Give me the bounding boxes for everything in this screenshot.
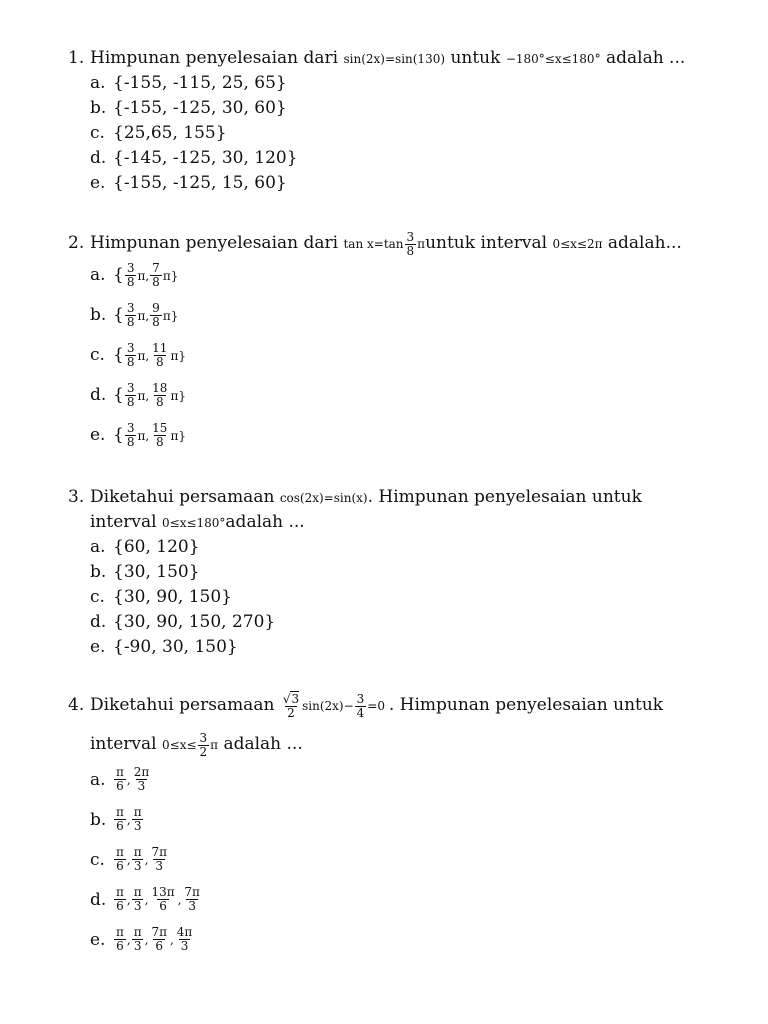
denominator: 8 (126, 315, 135, 329)
option (90, 146, 298, 170)
comma: , (126, 812, 131, 827)
math-expression: cos(2x)=sin(x) (279, 491, 368, 505)
math-text: tan x=tan (343, 237, 404, 251)
comma: , (169, 932, 174, 947)
fraction (150, 302, 162, 329)
option (90, 422, 186, 449)
math-text: 0≤x≤ (162, 738, 197, 752)
math-text: π, (137, 429, 150, 443)
question-stem (68, 689, 663, 722)
denominator: 8 (126, 435, 135, 449)
denominator: 3 (180, 939, 189, 953)
option-text: {60, 120} (113, 537, 200, 557)
option (90, 262, 178, 289)
option-text: {30, 90, 150} (113, 587, 232, 607)
option (90, 171, 287, 195)
math-text: π (210, 738, 219, 752)
option-label: c. (90, 849, 105, 870)
denominator: 3 (133, 939, 142, 953)
option (90, 560, 200, 584)
option (90, 635, 238, 659)
option (90, 535, 200, 559)
fraction (114, 846, 126, 873)
math-text: π} (170, 389, 186, 403)
option (90, 382, 186, 409)
fraction (125, 262, 137, 289)
math-expression (280, 692, 389, 720)
denominator: 8 (155, 395, 164, 409)
option-label: a. (90, 73, 106, 93)
math-text: π, (137, 389, 150, 403)
numerator: 3 (199, 731, 208, 745)
math-text: π} (162, 309, 179, 323)
denominator: 6 (116, 859, 124, 873)
question-number: 2. (68, 233, 85, 253)
option (90, 342, 186, 369)
option-text: {-90, 30, 150} (113, 637, 238, 657)
option-text: {-145, -125, 30, 120} (113, 148, 298, 168)
comma: , (144, 932, 149, 947)
denominator: 8 (406, 244, 415, 258)
comma: , (126, 892, 131, 907)
math-interval: −180°≤x≤180° (505, 52, 601, 66)
option-label: e. (90, 173, 106, 193)
numerator: 3 (126, 421, 135, 435)
option-label: e. (90, 637, 106, 657)
option-label: b. (90, 305, 107, 325)
math-text: π, (137, 309, 150, 323)
numerator: 3 (126, 381, 135, 395)
denominator: 3 (133, 819, 142, 833)
math-text: π} (162, 269, 179, 283)
brace: { (113, 305, 124, 325)
fraction (405, 231, 417, 258)
numerator: π (116, 885, 124, 899)
option-label: d. (90, 612, 107, 632)
comma: , (144, 892, 149, 907)
math-text: π} (170, 349, 186, 363)
fraction (125, 422, 137, 449)
fraction (281, 693, 301, 720)
fraction (125, 302, 137, 329)
option-label: d. (90, 385, 107, 405)
fraction (149, 846, 169, 873)
brace: { (113, 385, 124, 405)
fraction (150, 422, 169, 449)
numerator: π (116, 765, 124, 779)
fraction (132, 886, 144, 913)
denominator: 3 (188, 899, 196, 913)
option-text: {30, 150} (113, 562, 200, 582)
option (90, 71, 287, 95)
question-stem (68, 485, 642, 510)
numerator: 15 (152, 421, 168, 435)
denominator: 8 (155, 355, 164, 369)
brace: { (113, 265, 124, 285)
numerator: 3 (356, 692, 365, 706)
radicand: 3 (291, 692, 300, 706)
option (90, 585, 232, 609)
comma: , (126, 932, 131, 947)
math-interval: 0≤x≤180° (162, 516, 226, 530)
comma: , (126, 772, 131, 787)
numerator: 4π (176, 925, 193, 939)
fraction (132, 806, 144, 833)
question-number: 1. (68, 48, 85, 68)
fraction (125, 382, 137, 409)
numerator: π (133, 845, 142, 859)
denominator: 8 (152, 275, 160, 289)
fraction (150, 262, 162, 289)
option-label: a. (90, 769, 106, 790)
math-expression: sin(2x)=sin(130) (343, 52, 446, 66)
option (90, 96, 287, 120)
denominator: 6 (116, 779, 124, 793)
brace: { (113, 345, 124, 365)
numerator: π (116, 805, 124, 819)
option (90, 806, 145, 833)
denominator: 8 (126, 395, 135, 409)
numerator: π (133, 885, 142, 899)
option-text: {30, 90, 150, 270} (113, 612, 276, 632)
question-stem-line2 (90, 510, 305, 535)
fraction (114, 766, 126, 793)
option-label: d. (90, 889, 107, 910)
stem-text: adalah ... (225, 512, 305, 532)
fraction (150, 382, 169, 409)
option-label: d. (90, 148, 107, 168)
option-text: {-155, -125, 15, 60} (113, 173, 287, 193)
fraction (132, 766, 152, 793)
question-stem (68, 46, 685, 71)
fraction (149, 926, 169, 953)
denominator: 3 (137, 779, 146, 793)
numerator: π (116, 845, 124, 859)
denominator: 8 (155, 435, 164, 449)
option-label: c. (90, 123, 105, 143)
stem-text: untuk (450, 48, 501, 68)
stem-text: . Himpunan penyelesaian untuk (388, 695, 664, 715)
stem-text: adalah ... (605, 48, 686, 68)
stem-text: adalah ... (223, 734, 303, 754)
numerator (281, 693, 301, 706)
stem-text: Diketahui persamaan (90, 695, 275, 715)
numerator: 9 (152, 301, 160, 315)
option-label: e. (90, 425, 106, 445)
numerator: 13π (151, 885, 175, 899)
numerator: 7 (152, 261, 160, 275)
fraction (114, 886, 126, 913)
denominator: 8 (126, 275, 135, 289)
numerator: 3 (126, 301, 135, 315)
fraction (125, 342, 137, 369)
option (90, 302, 178, 329)
option-label: c. (90, 587, 105, 607)
comma: , (144, 852, 149, 867)
fraction (150, 342, 169, 369)
option-label: a. (90, 265, 106, 285)
fraction (182, 886, 202, 913)
denominator: 8 (126, 355, 135, 369)
question-stem-line2 (90, 729, 303, 760)
option-text: {-155, -125, 30, 60} (113, 98, 287, 118)
numerator: 7π (151, 925, 167, 939)
math-text: sin(2x)− (302, 699, 354, 713)
math-text: π (417, 237, 426, 251)
brace: { (113, 425, 124, 445)
fraction (114, 806, 126, 833)
option (90, 610, 275, 634)
stem-text: . Himpunan penyelesaian untuk (367, 487, 642, 507)
stem-text: interval (90, 512, 157, 532)
fraction (132, 926, 144, 953)
denominator: 2 (287, 706, 295, 720)
option-label: b. (90, 809, 107, 830)
math-expression (343, 230, 426, 258)
question-stem (68, 228, 682, 259)
fraction (114, 926, 126, 953)
comma: , (177, 892, 182, 907)
numerator: 3 (126, 261, 135, 275)
option (90, 926, 195, 953)
denominator: 3 (133, 899, 142, 913)
denominator: 6 (159, 899, 167, 913)
option-label: b. (90, 562, 107, 582)
denominator: 8 (152, 315, 160, 329)
option-label: b. (90, 98, 107, 118)
fraction (149, 886, 176, 913)
numerator: π (116, 925, 124, 939)
math-interval (162, 731, 219, 759)
stem-text: Himpunan penyelesaian dari (90, 48, 339, 68)
math-text: π, (137, 349, 150, 363)
numerator: 2π (133, 765, 150, 779)
option (90, 846, 170, 873)
numerator: π (133, 805, 142, 819)
stem-text: adalah... (607, 233, 682, 253)
numerator: 18 (152, 381, 168, 395)
comma: , (126, 852, 131, 867)
stem-text: interval (90, 734, 157, 754)
denominator: 6 (116, 819, 124, 833)
denominator: 2 (199, 745, 208, 759)
math-text: =0 (367, 699, 385, 713)
option-text: {-155, -115, 25, 65} (113, 73, 287, 93)
math-text: π} (170, 429, 186, 443)
question-number: 3. (68, 487, 85, 507)
fraction (198, 732, 210, 759)
numerator: π (133, 925, 142, 939)
denominator: 6 (116, 939, 124, 953)
numerator: 11 (152, 341, 168, 355)
option-label: c. (90, 345, 105, 365)
stem-text: Diketahui persamaan (90, 487, 275, 507)
denominator: 3 (155, 859, 164, 873)
option-label: a. (90, 537, 106, 557)
option-label: e. (90, 929, 106, 950)
numerator: 7π (184, 885, 200, 899)
option (90, 121, 227, 145)
option (90, 886, 203, 913)
denominator: 6 (155, 939, 164, 953)
fraction (132, 846, 144, 873)
denominator: 6 (116, 899, 124, 913)
math-text: π, (137, 269, 150, 283)
numerator: 3 (126, 341, 135, 355)
question-number: 4. (68, 695, 85, 715)
numerator: 3 (406, 230, 415, 244)
option-text: {25,65, 155} (113, 123, 227, 143)
sqrt-symbol: √3 (282, 692, 300, 706)
fraction (355, 693, 367, 720)
math-interval: 0≤x≤2π (552, 237, 603, 251)
option (90, 766, 152, 793)
numerator: 7π (151, 845, 167, 859)
denominator: 3 (133, 859, 142, 873)
stem-text: untuk interval (425, 233, 548, 253)
fraction (175, 926, 195, 953)
denominator: 4 (356, 706, 365, 720)
stem-text: Himpunan penyelesaian dari (90, 233, 339, 253)
